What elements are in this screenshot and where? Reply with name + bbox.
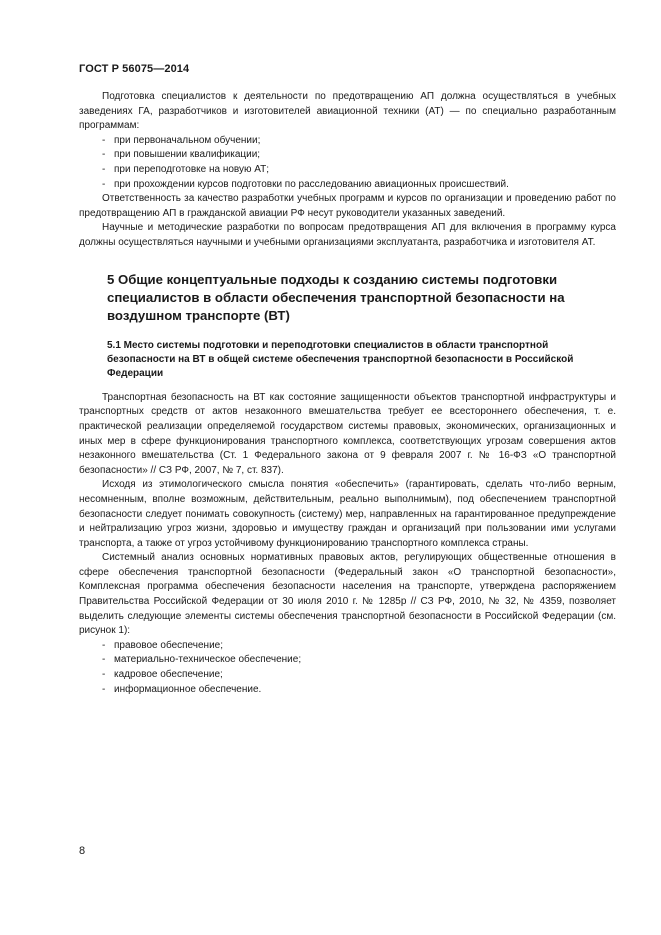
- intro-paragraph-1: Подготовка специалистов к деятельности по предотвращению АП должна осуществляться в учебных заведениях ГА, разработчиков и изготовителей авиационной техники (АТ) — по специально разработанным программам:: [79, 91, 616, 132]
- section-paragraph-2: Исходя из этимологического смысла понятия «обеспечить» (гарантировать, сделать что-либо верным, несомненным, вполне возможным, действительным, реально выполнимым), под обеспечением транспортной безопасности следует понимать совокупность (систему) мер, направленных на гарантированное предупреждение и нейтрализацию угроз жизни, здоровью и имуществу граждан и организаций при пользовании ими услугами транспорта, а также от угроз устойчивому функционированию транспортного комплекса страны.: [79, 479, 616, 549]
- page-content: [79, 90, 616, 697]
- list-item: - при повышении квалификации;: [102, 149, 261, 161]
- intro-paragraph-3: Научные и методические разработки по вопросам предотвращения АП для включения в программу курса должны осуществляться научными и учебными организациями эксплуатанта, разработчика и изготовителя АТ.: [79, 222, 616, 248]
- list-item: - при переподготовке на новую АТ;: [102, 163, 270, 175]
- list-item: - при прохождении курсов подготовки по расследованию авиационных происшествий.: [102, 178, 509, 190]
- section-paragraph-3: Системный анализ основных нормативных правовых актов, регулирующих общественные отношения в сфере обеспечения транспортной безопасности (Федеральный закон «О транспортной безопасности», Комплексная программа обеспечения безопасности населения на транспорте, утверждена распоряжением Правительства Российской Федерации от 30 июля 2010 г. № 1285р // СЗ РФ, 2010, № 32, № 4359, позволяет выделить следующие элементы системы обеспечения транспортной безопасности в Российской Федерации (см. рисунок 1):: [79, 552, 616, 637]
- list-item: - правовое обеспечение;: [102, 639, 224, 651]
- list-item: - кадровое обеспечение;: [102, 669, 223, 681]
- list-item: - материально-техническое обеспечение;: [102, 654, 302, 666]
- document-header: ГОСТ Р 56075—2014: [79, 63, 190, 75]
- section-5-heading: 5 Общие концептуальные подходы к созданию системы подготовки специалистов в области обеспечения транспортной безопасности на воздушном транспорте (ВТ): [107, 271, 565, 324]
- section-5-1-heading: 5.1 Место системы подготовки и переподготовки специалистов в области транспортной безопасности на ВТ в общей системе обеспечения транспортной безопасности в Российской Федерации: [107, 339, 574, 379]
- page-number: 8: [79, 845, 86, 857]
- intro-paragraph-2: Ответственность за качество разработки учебных программ и курсов по организации и проведению работ по предотвращению АП в гражданской авиации РФ несут руководители указанных заведений.: [79, 193, 616, 219]
- list-item: - при первоначальном обучении;: [102, 134, 261, 146]
- list-item: - информационное обеспечение.: [102, 683, 262, 695]
- section-paragraph-1: Транспортная безопасность на ВТ как состояние защищенности объектов транспортной инфраструктуры и транспортных средств от актов незаконного вмешательства требует ее всестороннего обеспечения, т. е. практической реализации определяемой государством системы правовых, экономических, организационных и иных мер в сфере функционирования транспортного комплекса, соответствующих угрозам совершения актов незаконного вмешательства (Ст. 1 Федерального закона от 9 февраля 2007 г. № 16-ФЗ «О транспортной безопасности» // СЗ РФ, 2007, № 7, ст. 837).: [79, 391, 616, 476]
